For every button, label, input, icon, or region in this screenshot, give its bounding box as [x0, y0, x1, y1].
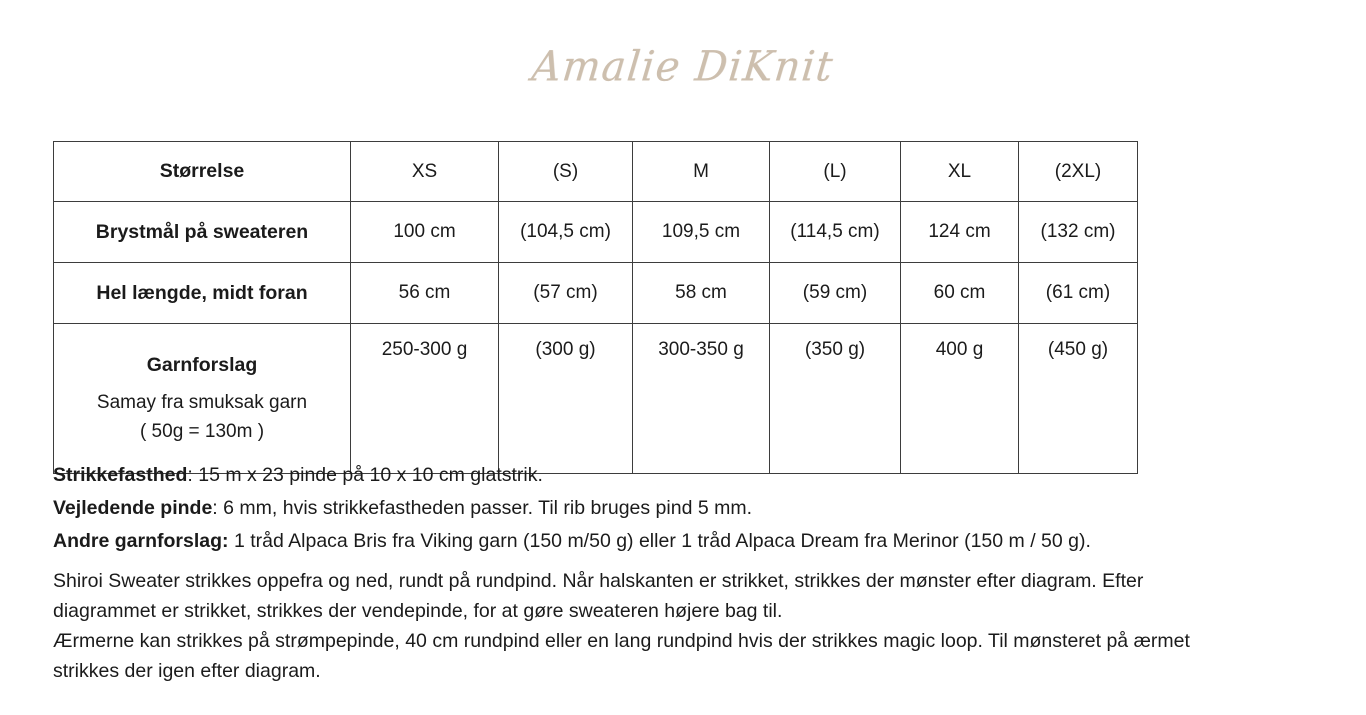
table-row [54, 263, 1138, 324]
table-header-s: (S) [499, 142, 633, 202]
row-label-yarn-brand: Samay fra smuksak garn [96, 391, 308, 413]
row-label-chest: Brystmål på sweateren [54, 202, 351, 263]
cell-yarn-s: (300 g) [499, 324, 633, 474]
info-lines [53, 459, 1323, 558]
table-header-row [54, 142, 1138, 202]
cell-yarn-m: 300-350 g [633, 324, 770, 474]
needles-label: Vejledende pinde [53, 497, 213, 519]
size-table [53, 141, 1138, 474]
cell-length-xs: 56 cm [351, 263, 499, 324]
cell-chest-l: (114,5 cm) [770, 202, 901, 263]
table-header-xs: XS [351, 142, 499, 202]
alt-yarn-label: Andre garnforslag: [53, 530, 229, 552]
brand-header [0, 0, 1366, 91]
row-label-yarn-title: Garnforslag [146, 354, 258, 377]
table-row [54, 202, 1138, 263]
cell-length-m: 58 cm [633, 263, 770, 324]
description-block [53, 566, 1243, 686]
cell-yarn-2xl: (450 g) [1019, 324, 1138, 474]
brand-logo-text: Amalie DiKnit [529, 43, 837, 91]
table-header-size: Størrelse [54, 142, 351, 202]
cell-chest-xl: 124 cm [901, 202, 1019, 263]
alt-yarn-line [53, 525, 1323, 558]
table-header-m: M [633, 142, 770, 202]
cell-chest-xs: 100 cm [351, 202, 499, 263]
needles-line [53, 492, 1323, 525]
cell-chest-s: (104,5 cm) [499, 202, 633, 263]
cell-length-s: (57 cm) [499, 263, 633, 324]
cell-length-2xl: (61 cm) [1019, 263, 1138, 324]
cell-chest-2xl: (132 cm) [1019, 202, 1138, 263]
table-header-xl: XL [901, 142, 1019, 202]
gauge-label: Strikkefasthed [53, 464, 188, 486]
cell-yarn-xs: 250-300 g [351, 324, 499, 474]
table-header-l: (L) [770, 142, 901, 202]
description-paragraph-2: Ærmerne kan strikkes på strømpepinde, 40 cm rundpind eller en lang rundpind hvis der strikkes magic loop. Til mønsteret på ærmet strikkes der igen efter diagram. [53, 630, 1190, 682]
alt-yarn-value: 1 tråd Alpaca Bris fra Viking garn (150 m/50 g) eller 1 tråd Alpaca Dream fra Merinor (150 m / 50 g). [228, 530, 1091, 552]
description-paragraph-1: Shiroi Sweater strikkes oppefra og ned, rundt på rundpind. Når halskanten er strikket, strikkes der mønster efter diagram. Efter diagrammet er strikket, strikkes der vendepinde, for at gøre sweateren højere bag til. [53, 570, 1144, 622]
table-row [54, 324, 1138, 474]
cell-yarn-xl: 400 g [901, 324, 1019, 474]
table-header-2xl: (2XL) [1019, 142, 1138, 202]
cell-length-l: (59 cm) [770, 263, 901, 324]
size-table-container [53, 141, 1137, 474]
gauge-value: : 15 m x 23 pinde på 10 x 10 cm glatstrik. [187, 464, 543, 486]
row-label-length: Hel længde, midt foran [54, 263, 351, 324]
needles-value: : 6 mm, hvis strikkefastheden passer. Til rib bruges pind 5 mm. [212, 497, 753, 519]
row-label-yarn-meterage: ( 50g = 130m ) [139, 421, 265, 443]
cell-chest-m: 109,5 cm [633, 202, 770, 263]
gauge-line [53, 459, 1323, 492]
row-label-yarn [54, 324, 351, 474]
cell-length-xl: 60 cm [901, 263, 1019, 324]
cell-yarn-l: (350 g) [770, 324, 901, 474]
